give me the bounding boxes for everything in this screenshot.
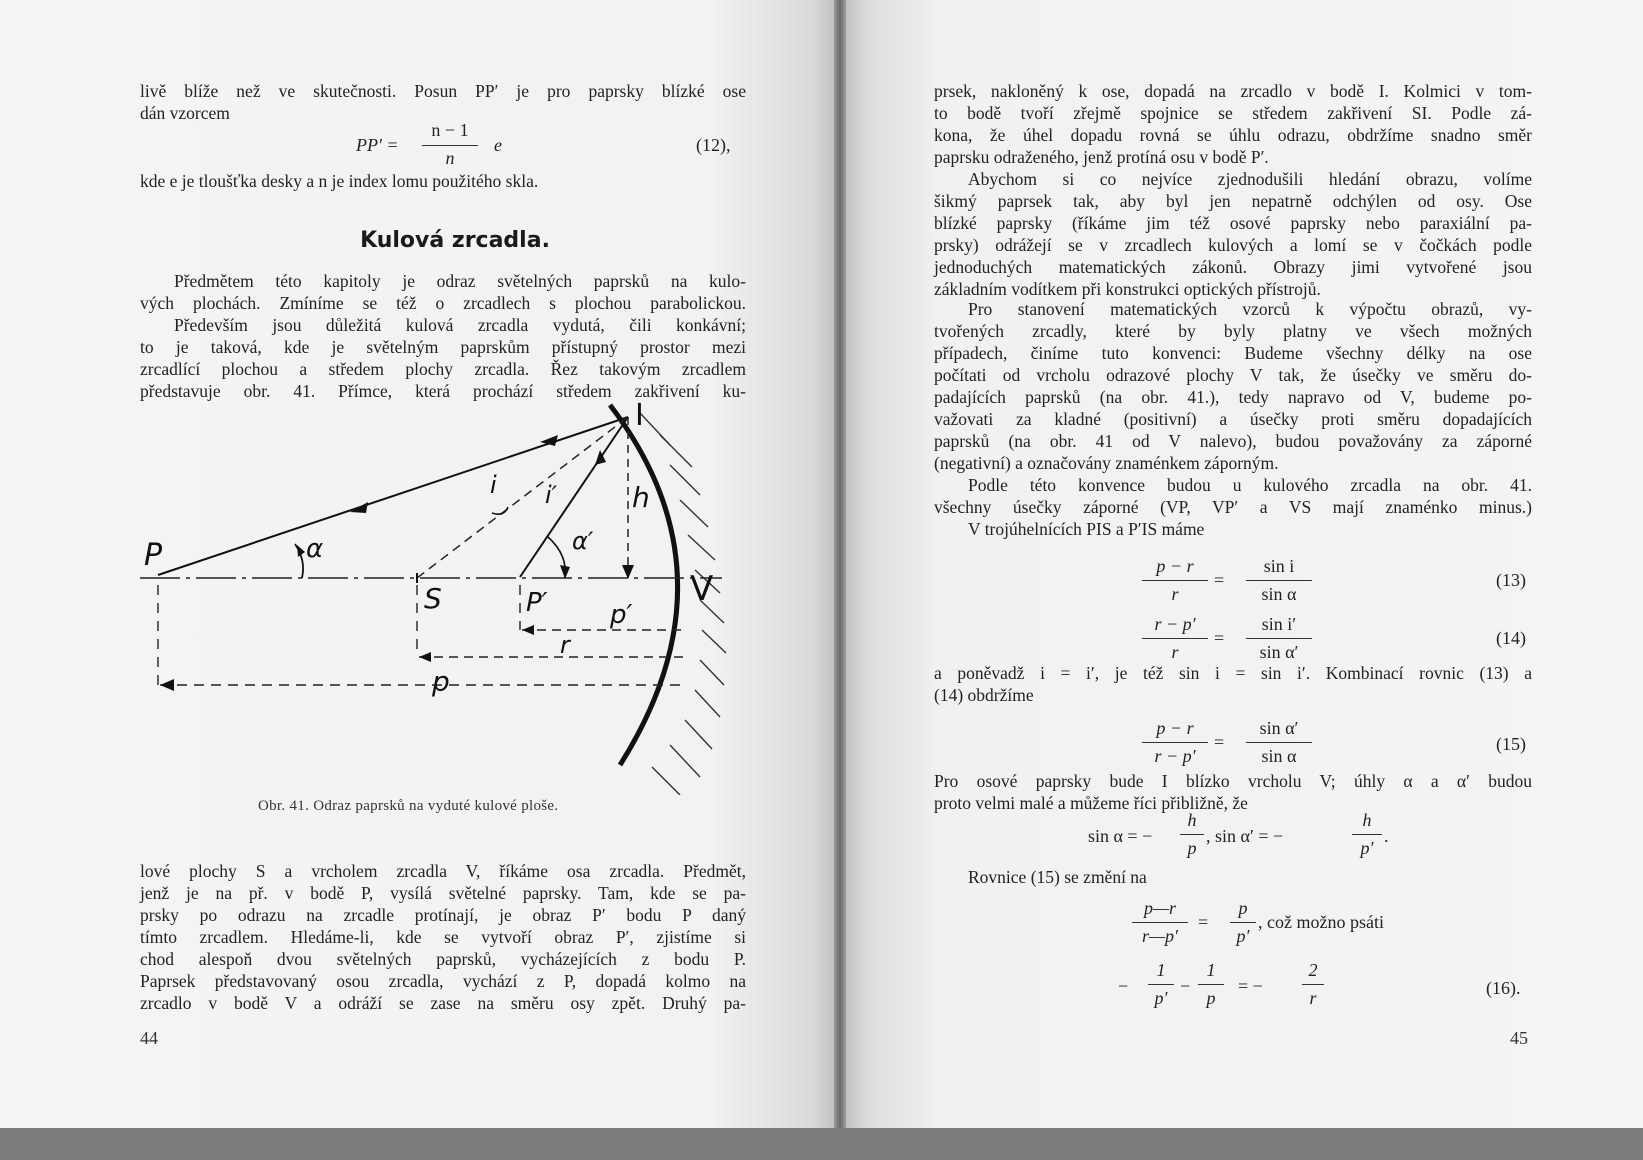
page-number-right: 45 <box>1510 1028 1528 1048</box>
eqb-num-left: p—r <box>1143 898 1176 918</box>
eq12-num: n − 1 <box>431 120 469 140</box>
eq15-number: (15) <box>1496 734 1526 754</box>
eq16-den1: p′ <box>1154 988 1168 1008</box>
label-h: h <box>632 481 650 514</box>
eq13-num-left: p − r <box>1156 556 1194 576</box>
section-heading: Kulová zrcadla. <box>360 228 550 253</box>
text-line: proto velmi malé a můžeme říci přibližně, že <box>934 793 1248 813</box>
eq12-rhs: e <box>494 135 502 155</box>
text-line: všechny úsečky záporné (VP, VP′ a VS mají znaménko minus.) <box>934 497 1532 517</box>
eq13-num-right: sin i <box>1263 556 1295 576</box>
text-line: počítati od vrcholu odrazové plochy V tak, že úsečky ve směru do- <box>934 365 1532 385</box>
text-line: a poněvadž i = i′, je též sin i = sin i′. Kombinací rovnic (13) a <box>934 663 1532 683</box>
label-p-prime: p′ <box>610 600 633 630</box>
text-line: padajících paprsků (na obr. 41.), tedy napravo od V, budeme po- <box>934 387 1532 407</box>
eq14-bar-left <box>1142 638 1208 639</box>
text-line: kde e je tloušťka desky a n je index lomu použitého skla. <box>140 171 539 191</box>
label-I: I <box>635 398 644 433</box>
figure-41 <box>140 395 780 795</box>
concave-mirror <box>610 405 678 765</box>
text-line: Abychom si co nejvíce zjednodušili hledání obrazu, volíme <box>968 169 1532 189</box>
page-number-left: 44 <box>140 1028 158 1048</box>
eq16-num3: 2 <box>1308 960 1318 980</box>
eq14-num-right: sin i′ <box>1261 614 1297 634</box>
text-line: (negativní) a označovány znaménkem záporným. <box>934 453 1279 473</box>
angle-i-arc <box>492 507 508 514</box>
eq-sin-bar2 <box>1352 834 1382 835</box>
text-line: jednoduchých matematických zákonů. Obrazy jimi vytvořené jsou <box>934 257 1532 277</box>
label-P-prime: P′ <box>526 588 548 618</box>
ray-arrow <box>540 435 558 446</box>
text-line: Především jsou důležitá kulová zrcadla vydutá, čili konkávní; <box>174 315 746 335</box>
text-line: Pro stanovení matematických vzorců k výpočtu obrazů, vy- <box>968 299 1532 319</box>
eq15-num-left: p − r <box>1156 718 1194 738</box>
eq15-bar-left <box>1142 742 1208 743</box>
text-line: prsek, nakloněný k ose, dopadá na zrcadlo v bodě I. Kolmici v tom- <box>934 81 1532 101</box>
eq14-den-right: sin α′ <box>1259 642 1299 662</box>
text-line: chod alespoň dvou světelných paprsků, vycházejících z bodu P. <box>140 949 746 969</box>
eq16-equals: = − <box>1238 976 1263 996</box>
eq16-number: (16). <box>1486 978 1521 998</box>
eqb-den-left: r—p′ <box>1142 926 1178 946</box>
eq-sin-den1: p <box>1187 838 1197 858</box>
text-line: paprsku odraženého, jenž protíná osu v bodě P′. <box>934 147 1269 167</box>
eq16-bar3 <box>1302 984 1324 985</box>
arrow-head <box>560 565 570 579</box>
eq16-num2: 1 <box>1206 960 1216 980</box>
eq13-bar-right <box>1246 580 1312 581</box>
eq14-den-left: r <box>1171 642 1179 662</box>
text-line: (14) obdržíme <box>934 685 1034 705</box>
eqb-num-right: p <box>1238 898 1248 918</box>
text-line: paprsků (na obr. 41 od V nalevo), budou považovány za záporné <box>934 431 1532 451</box>
eq15-equals: = <box>1214 732 1225 752</box>
eqb-tail: , což možno psáti <box>1258 912 1384 932</box>
eq14-equals: = <box>1214 628 1225 648</box>
label-P: P <box>144 538 163 573</box>
text-line: V trojúhelnících PIS a P′IS máme <box>968 519 1205 539</box>
arrow-head <box>419 652 431 662</box>
eq15-num-right: sin α′ <box>1259 718 1299 738</box>
eq16-den3: r <box>1309 988 1317 1008</box>
normal-line <box>417 417 628 578</box>
eq-sin-b: , sin α′ = − <box>1206 826 1284 846</box>
arrow-head <box>160 679 174 691</box>
text-line: blízké paprsky (říkáme jim též osové paprsky nebo paraxiální pa- <box>934 213 1532 233</box>
figure-caption: Obr. 41. Odraz paprsků na vyduté kulové ploše. <box>258 798 559 814</box>
text-line: kona, že úhel dopadu rovná se úhlu odrazu, obdržíme snadno směr <box>934 125 1532 145</box>
label-V: V <box>690 569 714 609</box>
eq14-num-left: r − p′ <box>1154 614 1196 634</box>
label-alpha: α <box>306 534 324 564</box>
right-para-5 <box>934 662 1532 706</box>
text-line: Pro osové paprsky bude I blízko vrcholu V; úhly α a α′ budou <box>934 771 1532 791</box>
right-para-1 <box>934 80 1532 300</box>
right-para-3 <box>934 298 1532 540</box>
text-line: šikmý paprsek tak, aby byl jen nepatrně odchýlen od osy. Ose <box>934 191 1532 211</box>
text-line: zrcadlící plochou a středem plochy zrcadla. Řez takovým zrcadlem <box>140 359 746 379</box>
book-gutter <box>834 0 846 1128</box>
ray-arrow <box>350 502 368 513</box>
text-line: základním vodítkem při konstrukci optických přístrojů. <box>934 279 1321 299</box>
text-line: případech, činíme tuto konvenci: Budeme všechny délky na ose <box>934 343 1532 363</box>
eq14-bar-right <box>1246 638 1312 639</box>
text-line: tvořených zrcadly, které by byly platny ve všech možných <box>934 321 1532 341</box>
eq12-number: (12), <box>696 135 731 155</box>
text-line: jenž je na př. v bodě P, vysílá světelné paprsky. Tam, kde se pa- <box>140 883 746 903</box>
left-after-eq <box>140 170 746 192</box>
eq15-den-left: r − p′ <box>1154 746 1196 766</box>
scan-bottom-edge <box>0 1128 1643 1160</box>
left-para-3 <box>140 860 746 1014</box>
eq13-den-left: r <box>1171 584 1179 604</box>
eq16-den2: p <box>1206 988 1216 1008</box>
text-line: zrcadlo v bodě V a odráží se zase na směru osy zpět. Druhý pa- <box>140 993 746 1013</box>
text-line: Rovnice (15) se změní na <box>968 867 1147 887</box>
arrow-head <box>622 565 634 579</box>
eq16-bar1 <box>1148 984 1174 985</box>
eq-sin-num2: h <box>1362 810 1372 830</box>
eq13-equals: = <box>1214 570 1225 590</box>
label-alpha-prime: α′ <box>572 527 594 555</box>
eqb-equals: = <box>1198 912 1209 932</box>
text-line: Podle této konvence budou u kulového zrcadla na obr. 41. <box>968 475 1532 495</box>
incident-ray <box>158 417 628 575</box>
eq13-bar-left <box>1142 580 1208 581</box>
text-line: Paprsek představovaný osou zrcadla, vychází z P, dopadá kolmo na <box>140 971 746 991</box>
text-line: livě blíže než ve skutečnosti. Posun PP′ je pro paprsky blízké ose <box>140 81 746 101</box>
eq-sin-num1: h <box>1187 810 1197 830</box>
left-intro <box>140 80 746 124</box>
text-line: Předmětem této kapitoly je odraz světelných paprsků na kulo- <box>174 271 746 291</box>
text-line: prsky) odrážejí se v zrcadlech kulových a lomí se v čočkách podle <box>934 235 1532 255</box>
eq12-den: n <box>445 148 455 168</box>
text-line: lové plochy S a vrcholem zrcadla V, říkáme osa zrcadla. Předmět, <box>140 861 746 881</box>
eq15-bar-right <box>1246 742 1312 743</box>
text-line: vých plochách. Zmíníme se též o zrcadlech s plochou parabolickou. <box>140 293 746 313</box>
text-line: to je taková, kde je světelným paprskům přístupný prostor mezi <box>140 337 746 357</box>
eq16-bar2 <box>1198 984 1224 985</box>
text-line: tímto zrcadlem. Hledáme-li, kde se vytvoří obraz P′, zjistíme si <box>140 927 746 947</box>
eq16-minus2: − <box>1180 976 1191 996</box>
text-line: to bodě tvoří zřejmě spojnice se středem zakřivení SI. Podle zá- <box>934 103 1532 123</box>
eq-sin-c: . <box>1384 826 1389 846</box>
eq12-lhs: PP′ = <box>356 135 399 155</box>
left-para-1 <box>140 270 746 402</box>
label-i-prime: i′ <box>545 481 558 509</box>
eq15-den-right: sin α <box>1261 746 1297 766</box>
eq13-den-right: sin α <box>1261 584 1297 604</box>
text-line: dán vzorcem <box>140 103 230 123</box>
label-i: i <box>490 471 497 499</box>
eq16-minus: − <box>1118 976 1129 996</box>
eq-sin-a: sin α = − <box>1088 826 1153 846</box>
eq16-num1: 1 <box>1156 960 1166 980</box>
eqb-den-right: p′ <box>1236 926 1250 946</box>
eq12-bar <box>422 145 478 146</box>
eqb-bar-right <box>1230 922 1256 923</box>
label-S: S <box>424 582 442 615</box>
text-line: prsky po odrazu na zrcadle protínají, je obraz P′ bodu P daný <box>140 905 746 925</box>
label-p: p <box>432 665 450 698</box>
eq14-number: (14) <box>1496 628 1526 648</box>
label-r: r <box>560 631 570 659</box>
eqb-bar-left <box>1132 922 1188 923</box>
eq-sin-bar1 <box>1180 834 1204 835</box>
text-line: představuje obr. 41. Přímce, která prochází středem zakřivení ku- <box>140 381 746 401</box>
arrow-head <box>522 625 534 635</box>
right-para-6 <box>934 770 1532 814</box>
eq-sin-den2: p′ <box>1360 838 1374 858</box>
right-para-7 <box>968 866 1368 888</box>
text-line: važovati za kladné (positivní) a úsečky proti směru dopadajících <box>934 409 1532 429</box>
eq13-number: (13) <box>1496 570 1526 590</box>
